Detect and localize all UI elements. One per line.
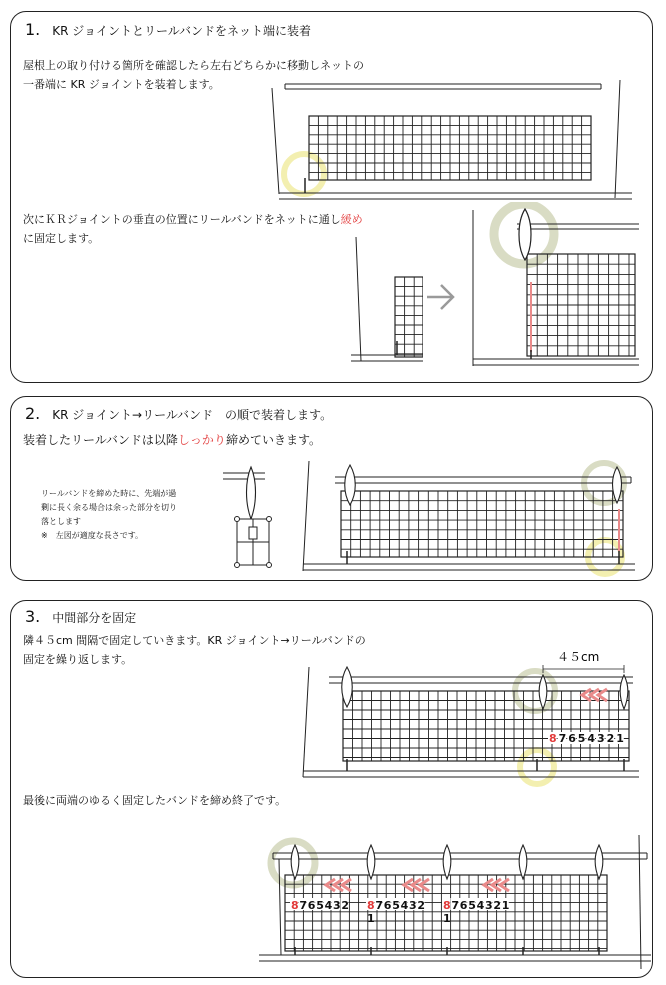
step3-text1-line1: 隣４５cm 間隔で固定していきます。KR ジョイント→リールバンドの	[23, 634, 366, 647]
net-grid-small	[527, 254, 635, 356]
kr-joint-icon	[595, 845, 603, 879]
sequence-number: 7	[299, 899, 308, 912]
net-grid	[309, 116, 591, 180]
sequence-number: 4	[400, 899, 409, 912]
sequence-number: 4	[476, 899, 485, 912]
step3-figure-spacing	[291, 647, 643, 789]
step2-note-line3: 落とします	[41, 517, 81, 526]
step3-heading	[25, 607, 136, 626]
sequence-number-sub: 1	[367, 912, 375, 925]
step2-note-line1: リールバンドを締めた時に、先端が過	[41, 489, 177, 498]
sequence-number: 8	[549, 732, 557, 745]
sequence-number: 5	[316, 899, 324, 912]
sequence-number: 3	[597, 732, 605, 745]
kr-joint-icon	[367, 845, 375, 879]
step2-figure-band-detail	[221, 463, 279, 573]
step1-heading	[25, 20, 311, 39]
sequence-number: 3	[485, 899, 493, 912]
step2-heading	[25, 404, 332, 423]
kr-joint-icon	[345, 465, 356, 505]
step1-title: KR ジョイントとリールバンドをネット端に装着	[52, 24, 311, 38]
sequence-number: 1	[501, 899, 510, 912]
sequence-number: 6	[307, 899, 316, 912]
sequence-number: 1	[616, 732, 624, 745]
net-grid	[343, 691, 629, 761]
step3-figure-final	[257, 835, 651, 971]
sequence-number: 2	[606, 732, 615, 745]
step2-text-c: 締めていきます。	[225, 433, 321, 447]
sequence-number: 6	[383, 899, 392, 912]
kr-joint-icon	[519, 209, 531, 260]
step3-text2: 最後に両端のゆるく固定したバンドを締め終了です。	[23, 794, 287, 807]
sequence-number: 2	[341, 899, 350, 912]
step1-figure-before	[351, 237, 423, 367]
step2-figure-net	[295, 459, 645, 581]
step1-number: 1.	[25, 20, 41, 39]
step3-title: 中間部分を固定	[52, 611, 137, 625]
step1-text1-line2: 一番端に KR ジョイントを装着します。	[23, 78, 220, 91]
step3-panel	[10, 600, 653, 978]
spacing-label: ４５cm	[557, 650, 600, 664]
sequence-number: 5	[468, 899, 476, 912]
step1-figure-after	[459, 202, 639, 374]
sequence-number: 8	[291, 899, 299, 912]
sequence-number: 5	[577, 732, 586, 745]
sequence-number: 5	[392, 899, 400, 912]
step1-text2	[23, 210, 363, 248]
step2-note-line2: 剰に長く余る場合は余った部分を切り	[41, 503, 177, 512]
step1-text2-line2: に固定します。	[23, 232, 100, 245]
step2-text	[23, 431, 321, 450]
step2-note-line4: ※ 左図が適度な長さです。	[41, 531, 144, 540]
step2-text-emphasis: しっかり	[177, 433, 226, 447]
step3-text1-line2: 固定を繰り返します。	[23, 653, 133, 666]
sequence-number: 2	[493, 899, 502, 912]
kr-joint-icon	[291, 845, 299, 879]
step2-note	[41, 487, 177, 543]
net-grid-small	[395, 277, 423, 357]
step1-text1-line1: 屋根上の取り付ける箇所を確認したら左右どちらかに移動しネットの	[23, 59, 364, 72]
step1-figure-net-overview	[267, 80, 637, 205]
step1-arrow-right-icon	[425, 282, 457, 312]
sequence-number: 7	[558, 732, 567, 745]
sequence-number: 4	[587, 732, 596, 745]
step2-number: 2.	[25, 404, 41, 423]
sequence-number: 3	[333, 899, 341, 912]
net-grid	[341, 491, 623, 557]
sequence-number: 6	[459, 899, 468, 912]
step2-panel	[10, 396, 653, 581]
kr-joint-icon	[519, 845, 527, 879]
chevron-left-icon	[582, 689, 607, 701]
chevron-left-icon	[326, 879, 509, 891]
step2-text-a: 装着したリールバンドは以降	[23, 433, 178, 447]
sequence-number: 8	[367, 899, 375, 912]
step2-title: KR ジョイント→リールバンド の順で装着します。	[52, 408, 333, 422]
sequence-number: 3	[409, 899, 417, 912]
kr-joint-icon	[443, 845, 451, 879]
step1-text2-line1: 次にＫＲジョイントの垂直の位置にリールバンドをネットに通し	[23, 213, 341, 226]
step3-number: 3.	[25, 607, 41, 626]
step1-panel	[10, 11, 653, 383]
sequence-number: 7	[451, 899, 460, 912]
step1-text2-emphasis: 緩め	[340, 213, 363, 226]
sequence-number: 8	[443, 899, 451, 912]
sequence-number: 7	[375, 899, 384, 912]
sequence-number: 6	[568, 732, 576, 745]
sequence-number-sub: 1	[443, 912, 451, 925]
sequence-number: 4	[324, 899, 333, 912]
sequence-number: 2	[417, 899, 426, 912]
